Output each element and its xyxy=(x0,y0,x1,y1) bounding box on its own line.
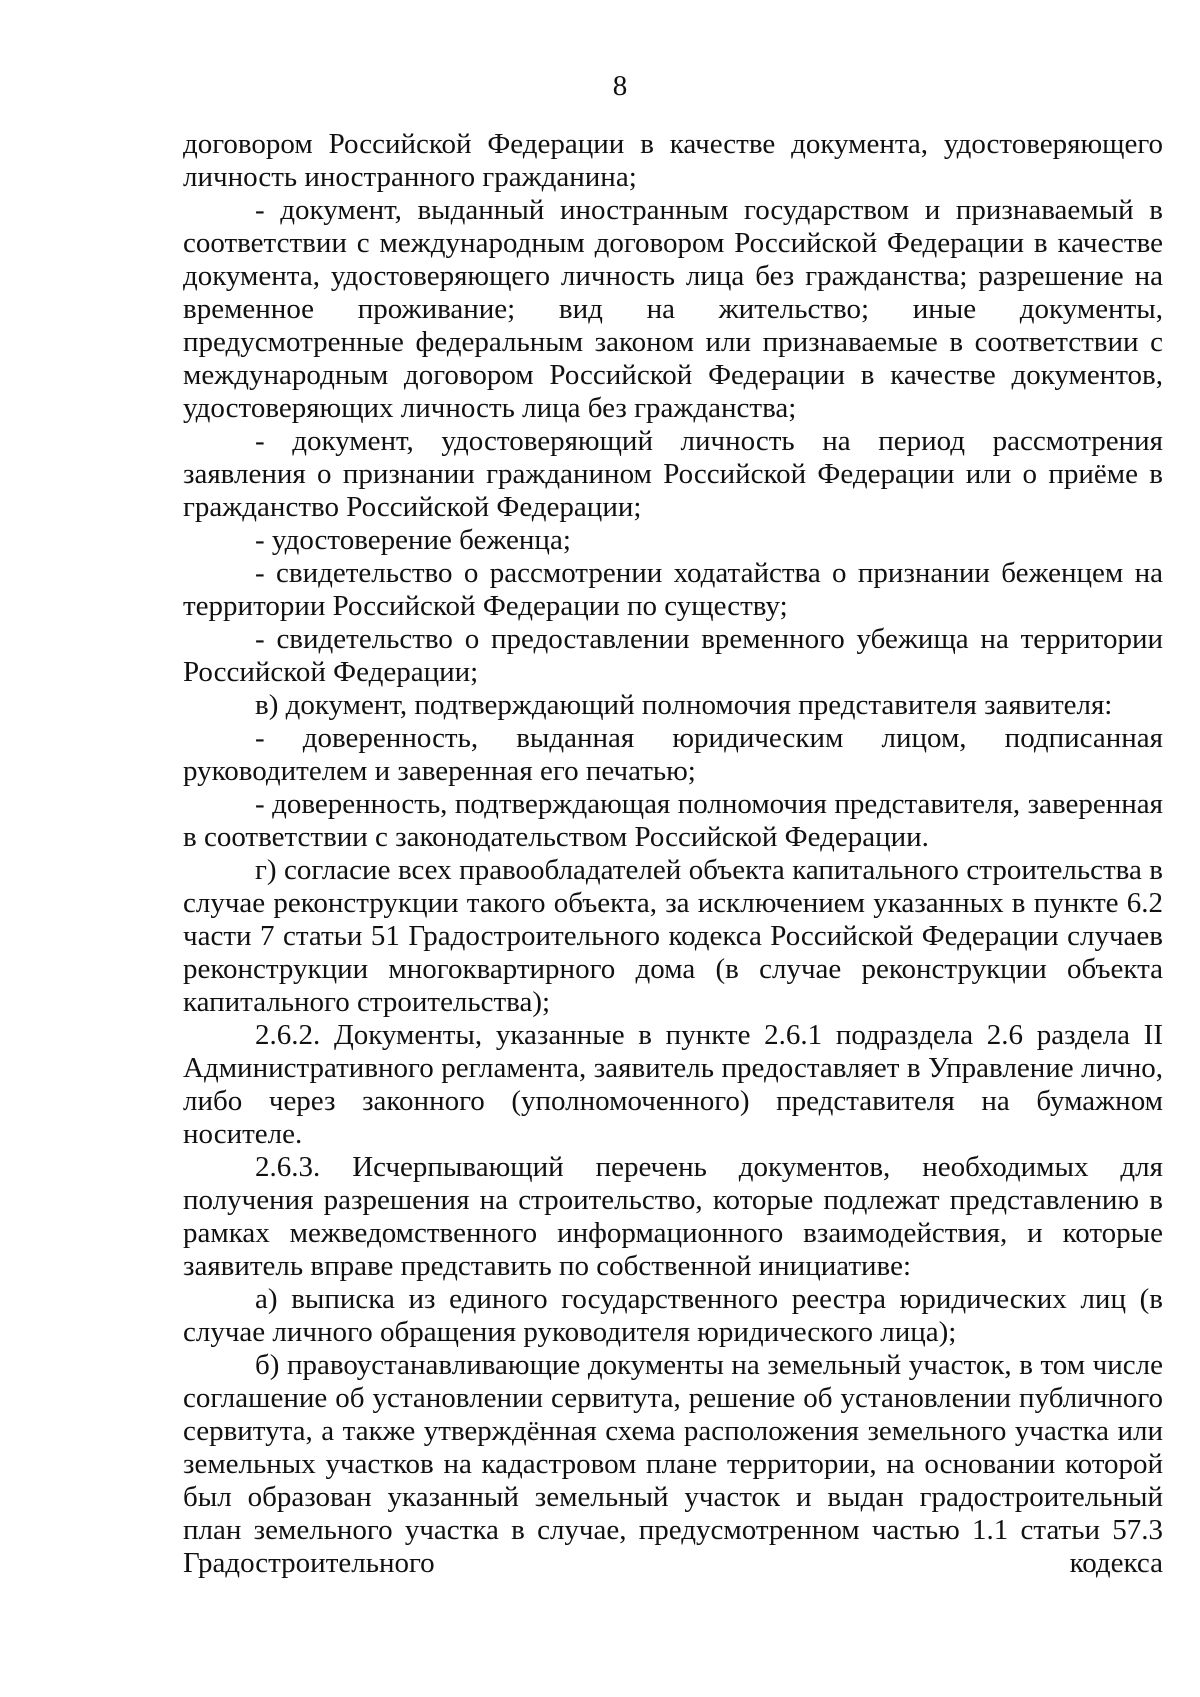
paragraph-6: - свидетельство о предоставлении временного убежища на территории Российской Федерации; xyxy=(183,623,1163,688)
paragraph-1: договором Российской Федерации в качестве документа, удостоверяющего личность иностранного гражданина; xyxy=(183,128,1163,193)
paragraph-5: - свидетельство о рассмотрении ходатайства о признании беженцем на территории Российской Федерации по существу; xyxy=(183,557,1163,622)
paragraph-11: 2.6.2. Документы, указанные в пункте 2.6.1 подраздела 2.6 раздела II Административного регламента, заявитель предоставляет в Управление лично, либо через законного (уполномоченного) представителя на бумажном носителе. xyxy=(183,1019,1163,1150)
paragraph-14: б) правоустанавливающие документы на земельный участок, в том числе соглашение об установлении сервитута, решение об установлении публичного сервитута, а также утверждённая схема расположения земельного участка или земельных участков на кадастровом плане территории, на основании которой был образован указанный земельный участок и выдан градостроительный план земельного участка в случае, предусмотренном частью 1.1 статьи 57.3 Градостроительного кодекса xyxy=(183,1349,1163,1579)
paragraph-8: - доверенность, выданная юридическим лицом, подписанная руководителем и заверенная его печатью; xyxy=(183,722,1163,787)
paragraph-13: а) выписка из единого государственного реестра юридических лиц (в случае личного обращения руководителя юридического лица); xyxy=(183,1283,1163,1348)
page-number: 8 xyxy=(612,70,628,102)
paragraph-4: - удостоверение беженца; xyxy=(255,524,571,556)
paragraph-3: - документ, удостоверяющий личность на период рассмотрения заявления о признании гражданином Российской Федерации или о приёме в гражданство Российской Федерации; xyxy=(183,425,1163,523)
paragraph-7: в) документ, подтверждающий полномочия представителя заявителя: xyxy=(255,689,1113,721)
paragraph-12: 2.6.3. Исчерпывающий перечень документов, необходимых для получения разрешения на строительство, которые подлежат представлению в рамках межведомственного информационного взаимодействия, и которые заявитель вправе представить по собственной инициативе: xyxy=(183,1151,1163,1282)
paragraph-2: - документ, выданный иностранным государством и признаваемый в соответствии с международным договором Российской Федерации в качестве документа, удостоверяющего личность лица без гражданства; разрешение на временное проживание; вид на жительство; иные документы, предусмотренные федеральным законом или признаваемые в соответствии с международным договором Российской Федерации в качестве документов, удостоверяющих личность лица без гражданства; xyxy=(183,194,1163,424)
paragraph-10: г) согласие всех правообладателей объекта капитального строительства в случае реконструкции такого объекта, за исключением указанных в пункте 6.2 части 7 статьи 51 Градостроительного кодекса Российской Федерации случаев реконструкции многоквартирного дома (в случае реконструкции объекта капитального строительства); xyxy=(183,854,1163,1018)
paragraph-9: - доверенность, подтверждающая полномочия представителя, заверенная в соответствии с законодательством Российской Федерации. xyxy=(183,788,1163,853)
document-body xyxy=(183,128,1163,1580)
